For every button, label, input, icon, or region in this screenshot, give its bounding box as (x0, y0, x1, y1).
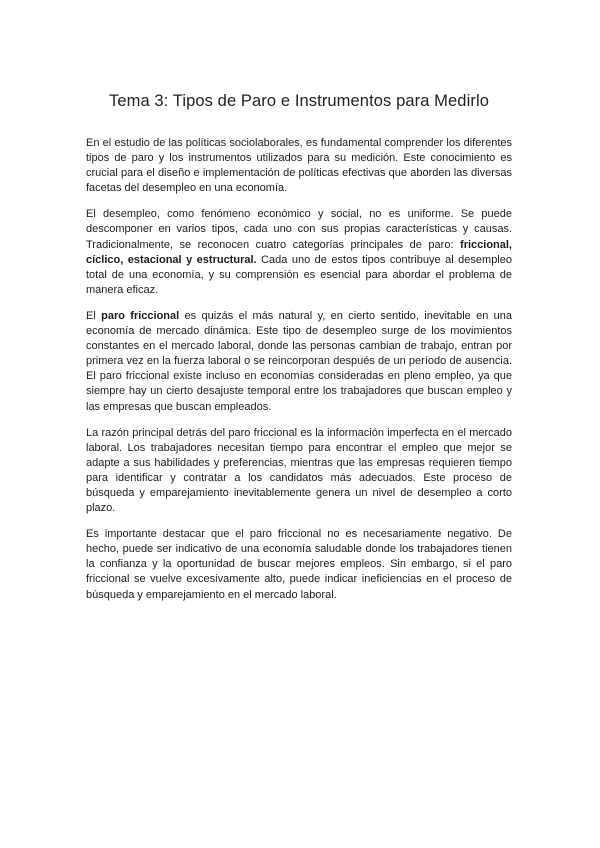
paragraph-text: Cada uno de estos tipos contribuye al desempleo total de una economía, y su comprensión es esencial para abordar el problema de manera eficaz. (86, 253, 512, 296)
paragraph-types (86, 207, 512, 298)
document-title: Tema 3: Tipos de Paro e Instrumentos para Medirlo (108, 92, 489, 110)
paragraph-text: El (86, 309, 102, 322)
paragraph-text: La razón principal detrás del paro friccional es la información imperfecta en el mercado laboral. Los trabajadores necesitan tiempo para encontrar el empleo que mejor se adapte a sus habilidades y preferencias, mientras que las empresas requieren tiempo para identificar y contratar a los candidatos más adecuados. Este proceso de búsqueda y emparejamiento inevitablemente genera un nivel de desempleo a corto plazo. (86, 426, 512, 515)
paragraph-intro (86, 136, 512, 196)
paragraph-text: El desempleo, como fenómeno económico y social, no es uniforme. Se puede descomponer en varios tipos, cada uno con sus propias características y causas. Tradicionalmente, se reconocen cuatro categorías principales de paro: (86, 208, 512, 251)
paragraph-conclusion (86, 527, 512, 602)
document-body (86, 136, 512, 603)
paragraph-text: En el estudio de las políticas sociolaborales, es fundamental comprender los diferentes tipos de paro y los instrumentos utilizados para su medición. Este conocimiento es crucial para el diseño e implementación de políticas efectivas que aborden las diversas facetas del desempleo en una economía. (86, 137, 512, 195)
bold-phrase-categories: friccional, cíclico, estacional y estructural. (86, 238, 512, 266)
paragraph-reason (86, 426, 512, 517)
paragraph-text: es quizás el más natural y, en cierto sentido, inevitable en una economía de mercado dinámica. Este tipo de desempleo surge de los movimientos constantes en el mercado laboral, donde las personas cambian de trabajo, entran por primera vez en la fuerza laboral o se reincorporan después de un período de ausencia. El paro friccional existe incluso en economías consideradas en pleno empleo, ya que siempre hay un cierto desajuste temporal entre los trabajadores que buscan empleo y las empresas que buscan empleados. (86, 309, 513, 413)
paragraph-text: Es importante destacar que el paro friccional no es necesariamente negativo. De hecho, puede ser indicativo de una economía saludable donde los trabajadores tienen la confianza y la oportunidad de buscar mejores empleos. Sin embargo, si el paro friccional se vuelve excesivamente alto, puede indicar ineficiencias en el proceso de búsqueda y emparejamiento en el mercado laboral. (86, 528, 512, 601)
paragraph-frictional (86, 309, 512, 415)
bold-phrase-paro-friccional: paro friccional (101, 309, 180, 322)
